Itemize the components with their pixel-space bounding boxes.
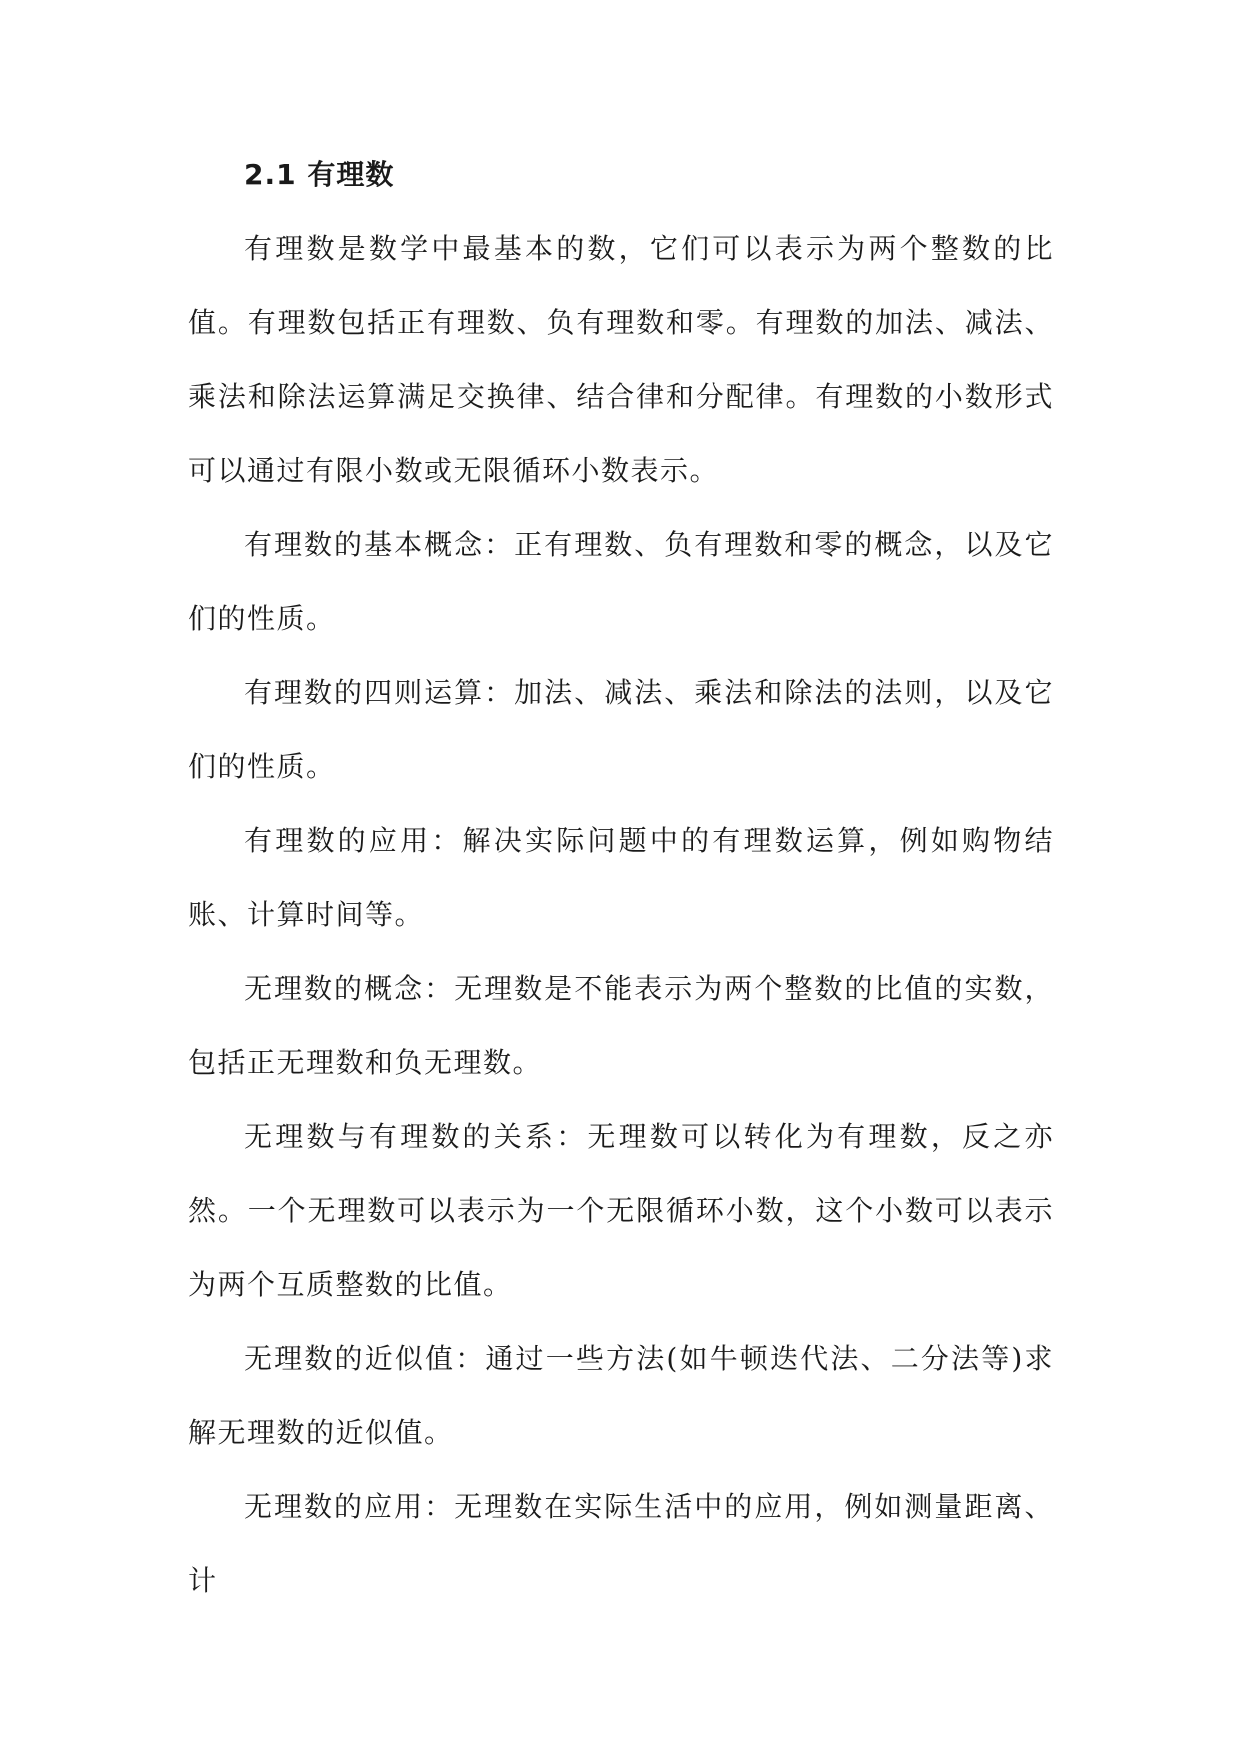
paragraph-relationship: 无理数与有理数的关系：无理数可以转化为有理数，反之亦然。一个无理数可以表示为一个无限循环小数，这个小数可以表示为两个互质整数的比值。: [188, 1120, 1054, 1301]
paragraph-irrational-concept: 无理数的概念：无理数是不能表示为两个整数的比值的实数，包括正无理数和负无理数。: [188, 972, 1054, 1079]
paragraph-arithmetic: 有理数的四则运算：加法、减法、乘法和除法的法则，以及它们的性质。: [188, 676, 1054, 783]
paragraph-irrational-applications: 无理数的应用：无理数在实际生活中的应用，例如测量距离、计: [188, 1490, 1054, 1597]
paragraph-approximation: 无理数的近似值：通过一些方法(如牛顿迭代法、二分法等)求解无理数的近似值。: [188, 1342, 1054, 1449]
document-body: [188, 138, 1054, 1618]
paragraph-rational-applications: 有理数的应用：解决实际问题中的有理数运算，例如购物结账、计算时间等。: [188, 824, 1054, 931]
section-heading: 2.1 有理数: [244, 158, 395, 191]
paragraph-basic-concepts: 有理数的基本概念：正有理数、负有理数和零的概念，以及它们的性质。: [188, 528, 1054, 635]
paragraph-intro: 有理数是数学中最基本的数，它们可以表示为两个整数的比值。有理数包括正有理数、负有理数和零。有理数的加法、减法、乘法和除法运算满足交换律、结合律和分配律。有理数的小数形式可以通过有限小数或无限循环小数表示。: [188, 232, 1054, 487]
